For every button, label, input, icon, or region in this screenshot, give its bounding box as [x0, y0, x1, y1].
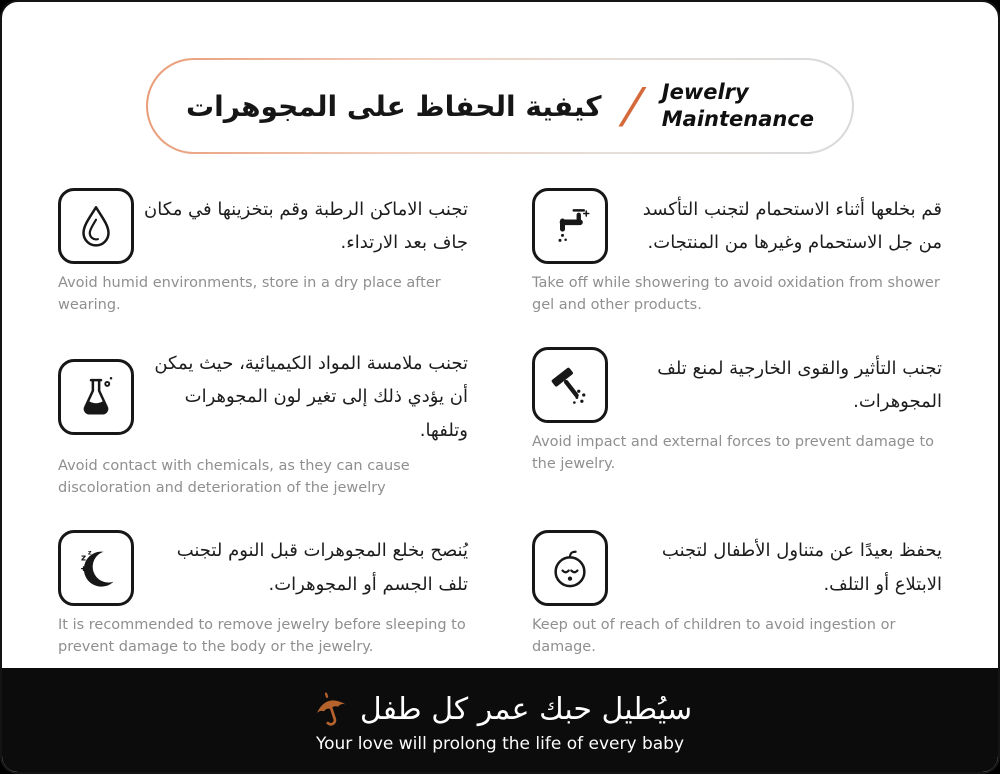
- header-pill: [148, 60, 852, 152]
- care-item-arabic-text: يحفظ بعيدًا عن متناول الأطفال لتجنب الابتلاع أو التلف.: [661, 540, 942, 595]
- care-item-arabic-text: تجنب التأثير والقوى الخارجية لمنع تلف المجوهرات.: [657, 357, 942, 412]
- care-item-arabic-text: قم بخلعها أثناء الاستحمام لتجنب التأكسد من جل الاستحمام وغيرها من المنتجات.: [642, 198, 942, 253]
- care-item-humidity-top: [58, 188, 468, 264]
- divider-slash: /: [620, 78, 643, 134]
- page-title-arabic: كيفية الحفاظ على المجوهرات: [185, 89, 602, 123]
- footer-slogan-row: [308, 686, 692, 732]
- care-item-humidity: [58, 188, 468, 317]
- care-item-children-top: [532, 530, 942, 606]
- page-title-english: [662, 79, 814, 134]
- care-item-children: [532, 530, 942, 659]
- care-item-impact-top: [532, 347, 942, 423]
- care-item-showering: [532, 188, 942, 317]
- footer-slogan-english: Your love will prolong the life of every baby: [316, 734, 684, 754]
- care-item-showering-top: [532, 188, 942, 264]
- care-item-english-text: Take off while showering to avoid oxidation from shower gel and other products.: [532, 275, 940, 314]
- water-drop-icon: [58, 188, 134, 264]
- care-item-english-text: Avoid humid environments, store in a dry place after wearing.: [58, 275, 441, 314]
- moon-sleep-icon: [58, 530, 134, 606]
- footer-banner: [2, 668, 998, 772]
- care-item-english-text: Avoid impact and external forces to prevent damage to the jewelry.: [532, 433, 935, 473]
- footer-slogan-arabic: سيُطيل حبك عمر كل طفل: [359, 691, 693, 727]
- hammer-impact-icon: [532, 347, 608, 423]
- care-item-english-text: Keep out of reach of children to avoid ingestion or damage.: [532, 616, 896, 656]
- care-item-impact: [532, 347, 942, 500]
- care-item-sleeping-top: [58, 530, 468, 606]
- care-item-english-text: It is recommended to remove jewelry before sleeping to prevent damage to the body or the jewelry.: [58, 616, 466, 656]
- care-item-arabic-text: تجنب الاماكن الرطبة وقم بتخزينها في مكان جاف بعد الارتداء.: [144, 198, 468, 253]
- svg-text:z: z: [87, 549, 92, 557]
- care-item-arabic-text: تجنب ملامسة المواد الكيميائية، حيث يمكن أن يؤدي ذلك إلى تغير لون المجوهرات وتلفها.: [154, 352, 468, 441]
- baby-icon: [532, 530, 608, 606]
- svg-text:z: z: [81, 553, 87, 564]
- care-item-chemicals: [58, 347, 468, 500]
- care-items-grid: [58, 188, 942, 659]
- umbrella-icon: [308, 686, 354, 732]
- care-item-sleeping: [58, 530, 468, 659]
- care-item-arabic-text: يُنصح بخلع المجوهرات قبل النوم لتجنب تلف الجسم أو المجوهرات.: [176, 540, 468, 595]
- chemical-flask-icon: [58, 359, 134, 435]
- care-item-chemicals-top: [58, 347, 468, 447]
- shower-faucet-icon: [532, 188, 608, 264]
- header: [146, 58, 854, 154]
- care-item-english-text: Avoid contact with chemicals, as they can cause discoloration and deterioration of the jewelry: [58, 457, 410, 497]
- page-title-english-line1: Jewelry: [661, 79, 749, 104]
- page-title-english-line2: Maintenance: [661, 107, 815, 131]
